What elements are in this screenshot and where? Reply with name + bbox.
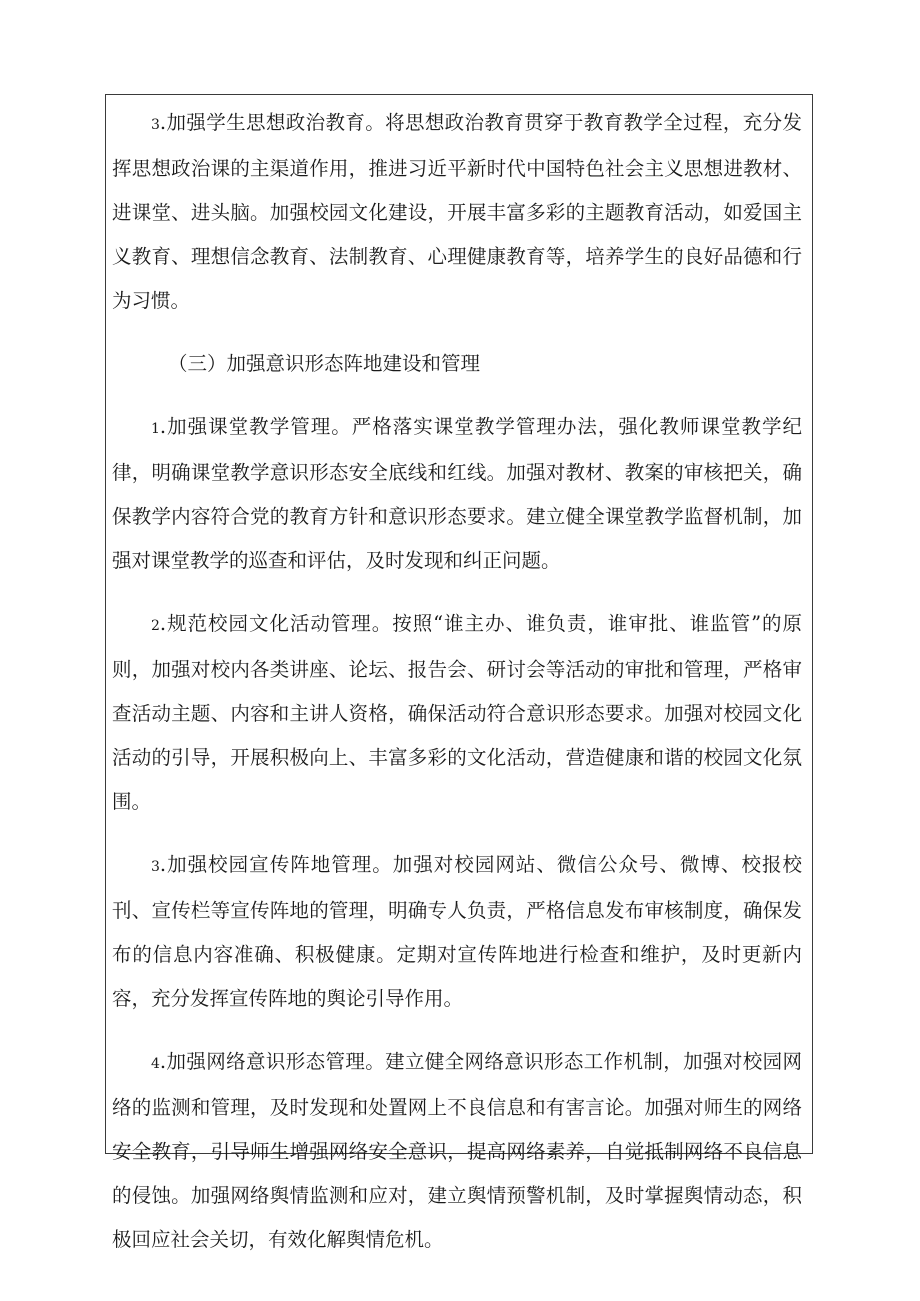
- paragraph-text: .加强校园宣传阵地管理。加强对校园网站、微信公众号、微博、校报校刊、宣传栏等宣传阵地的管理，明确专人负责，严格信息发布审核制度，确保发布的信息内容准确、积极健康。定期对宣传阵地进行检查和维护，及时更新内容，充分发挥宣传阵地的舆论引导作用。: [112, 853, 802, 1010]
- paragraph-text: .加强网络意识形态管理。建立健全网络意识形态工作机制，加强对校园网络的监测和管理，及时发现和处置网上不良信息和有害言论。加强对师生的网络安全教育，引导师生增强网络安全意识，提高网络素养，自觉抵制网络不良信息的侵蚀。加强网络舆情监测和应对，建立舆情预警机制，及时掌握舆情动态，积极回应社会关切，有效化解舆情危机。: [112, 1050, 802, 1251]
- paragraph-text: .加强学生思想政治教育。将思想政治教育贯穿于教育教学全过程，充分发挥思想政治课的主渠道作用，推进习近平新时代中国特色社会主义思想进教材、进课堂、进头脑。加强校园文化建设，开展丰富多彩的主题教育活动，如爱国主义教育、理想信念教育、法制教育、心理健康教育等，培养学生的良好品德和行为习惯。: [112, 111, 802, 312]
- paragraph-text: .规范校园文化活动管理。按照“谁主办、谁负责，谁审批、谁监管”的原则，加强对校内各类讲座、论坛、报告会、研讨会等活动的审批和管理，严格审查活动主题、内容和主讲人资格，确保活动符合意识形态要求。加强对校园文化活动的引导，开展积极向上、丰富多彩的文化活动，营造健康和谐的校园文化氛围。: [112, 612, 802, 813]
- document-body: [112, 101, 802, 1281]
- paragraph-item-3-political-education: [112, 101, 802, 323]
- item-number: 1: [151, 421, 160, 437]
- item-number: 3: [151, 117, 160, 133]
- paragraph-item-3-publicity: [112, 843, 802, 1021]
- item-number: 2: [151, 618, 160, 634]
- paragraph-item-1-classroom: [112, 405, 802, 583]
- section-heading: （三）加强意识形态阵地建设和管理: [168, 352, 481, 375]
- paragraph-item-4-network: [112, 1040, 802, 1262]
- item-number: 4: [151, 1056, 160, 1072]
- paragraph-item-2-campus-culture: [112, 602, 802, 824]
- item-number: 3: [151, 859, 160, 875]
- paragraph-text: .加强课堂教学管理。严格落实课堂教学管理办法，强化教师课堂教学纪律，明确课堂教学意识形态安全底线和红线。加强对教材、教案的审核把关，确保教学内容符合党的教育方针和意识形态要求。建立健全课堂教学监督机制，加强对课堂教学的巡查和评估，及时发现和纠正问题。: [112, 415, 802, 572]
